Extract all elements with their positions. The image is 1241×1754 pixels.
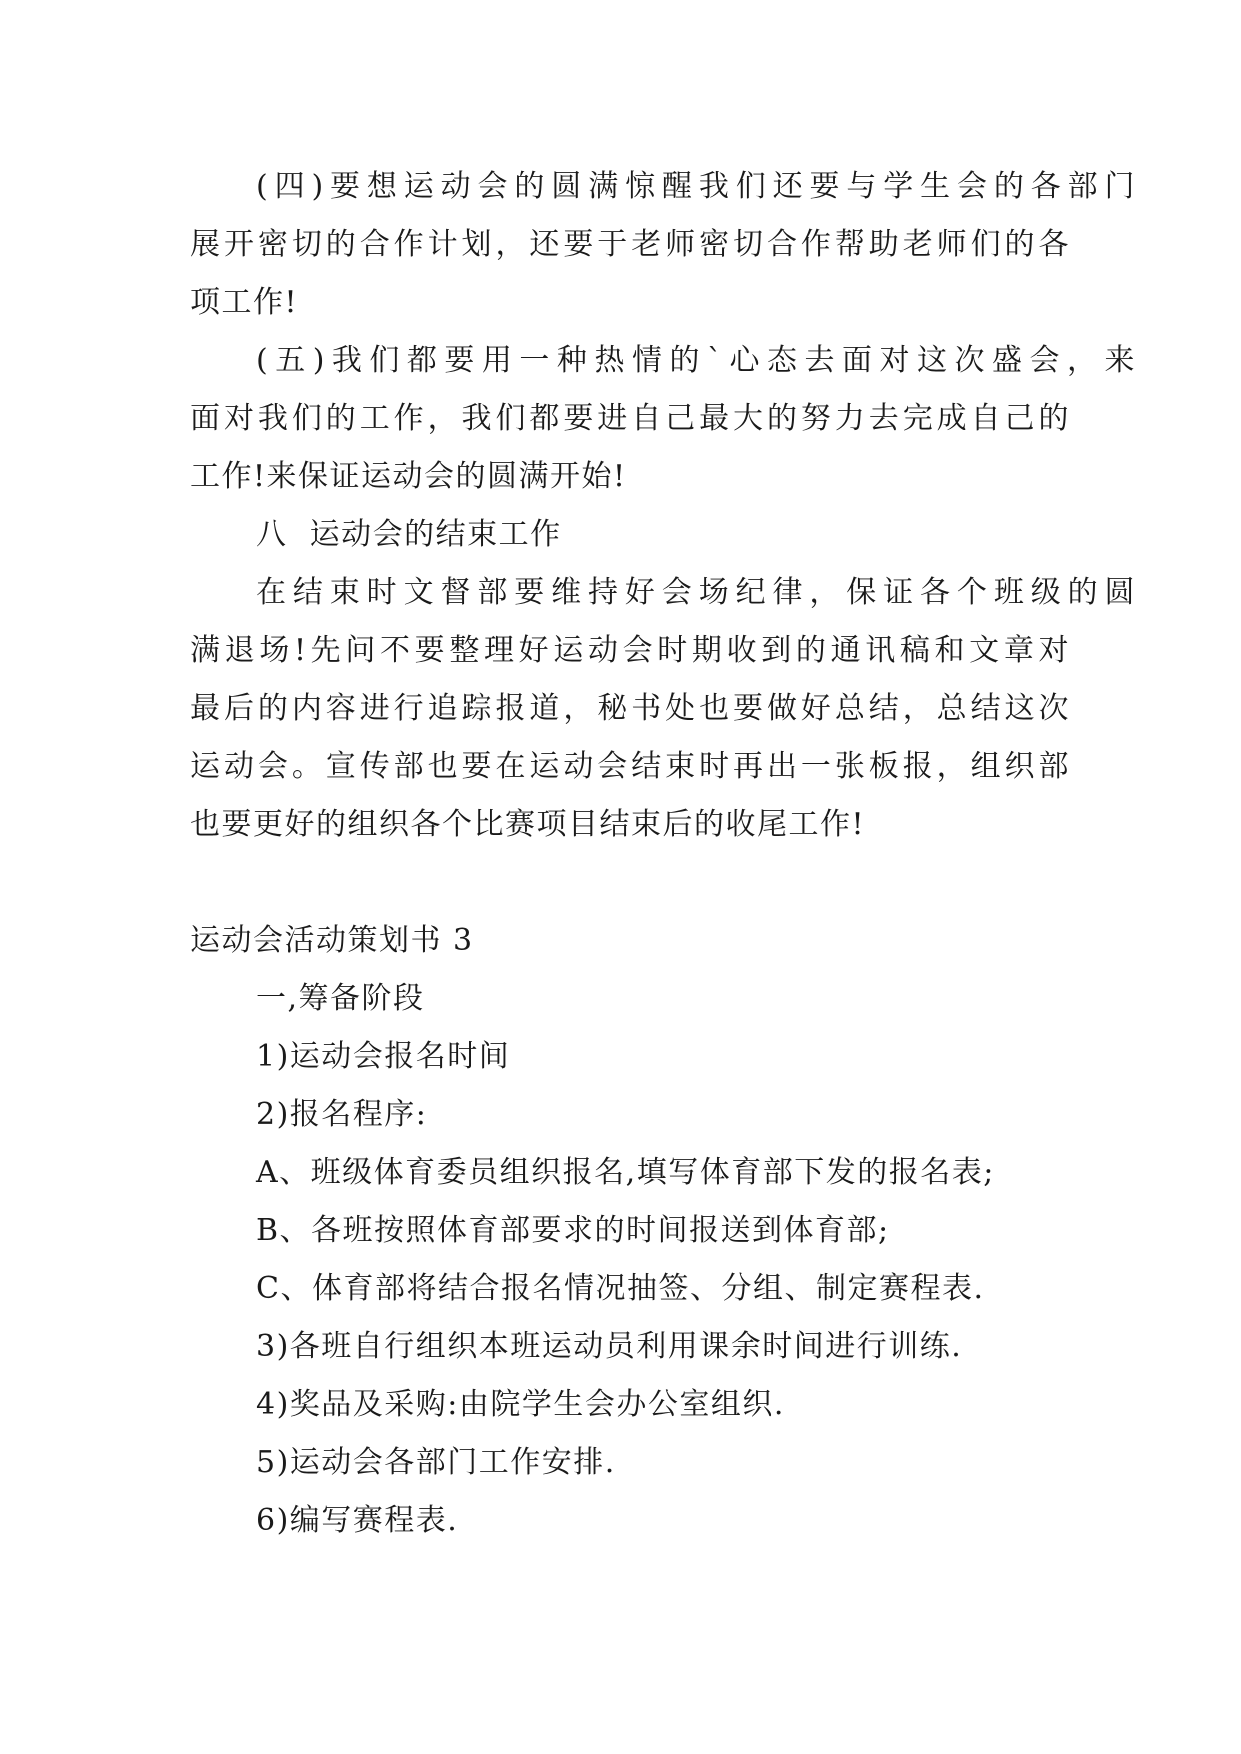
list-item-2a: A、班级体育委员组织报名,填写体育部下发的报名表;: [256, 1155, 995, 1190]
list-item-6: 6)编写赛程表.: [256, 1503, 459, 1538]
paragraph-4-line-3: 项工作!: [190, 285, 299, 320]
paragraph-4-line-2: 展开密切的合作计划，还要于老师密切合作帮助老师们的各: [190, 227, 1070, 262]
paragraph-end-line-3: 最后的内容进行追踪报道，秘书处也要做好总结，总结这次: [190, 691, 1070, 726]
stage-heading: 一,筹备阶段: [256, 981, 425, 1016]
paragraph-5-line-3: 工作!来保证运动会的圆满开始!: [190, 459, 627, 494]
document-title-3: 运动会活动策划书 3: [190, 923, 474, 958]
list-item-1: 1)运动会报名时间: [256, 1039, 511, 1074]
list-item-2: 2)报名程序:: [256, 1097, 428, 1132]
paragraph-end-line-2: 满退场!先问不要整理好运动会时期收到的通讯稿和文章对: [190, 633, 1070, 668]
section-heading-8: 八 运动会的结束工作: [256, 517, 562, 552]
paragraph-end-line-1: 在结束时文督部要维持好会场纪律，保证各个班级的圆: [256, 575, 1136, 610]
list-item-2b: B、各班按照体育部要求的时间报送到体育部;: [256, 1213, 890, 1248]
list-item-3: 3)各班自行组织本班运动员利用课余时间进行训练.: [256, 1329, 963, 1364]
paragraph-5-line-1: (五)我们都要用一种热情的`心态去面对这次盛会，来: [256, 343, 1136, 378]
paragraph-4-line-1: (四)要想运动会的圆满惊醒我们还要与学生会的各部门: [256, 169, 1136, 204]
list-item-5: 5)运动会各部门工作安排.: [256, 1445, 616, 1480]
list-item-2c: C、体育部将结合报名情况抽签、分组、制定赛程表.: [256, 1271, 985, 1306]
paragraph-end-line-4: 运动会。宣传部也要在运动会结束时再出一张板报，组织部: [190, 749, 1070, 784]
paragraph-5-line-2: 面对我们的工作，我们都要进自己最大的努力去完成自己的: [190, 401, 1070, 436]
list-item-4: 4)奖品及采购:由院学生会办公室组织.: [256, 1387, 785, 1422]
paragraph-end-line-5: 也要更好的组织各个比赛项目结束后的收尾工作!: [190, 807, 866, 842]
